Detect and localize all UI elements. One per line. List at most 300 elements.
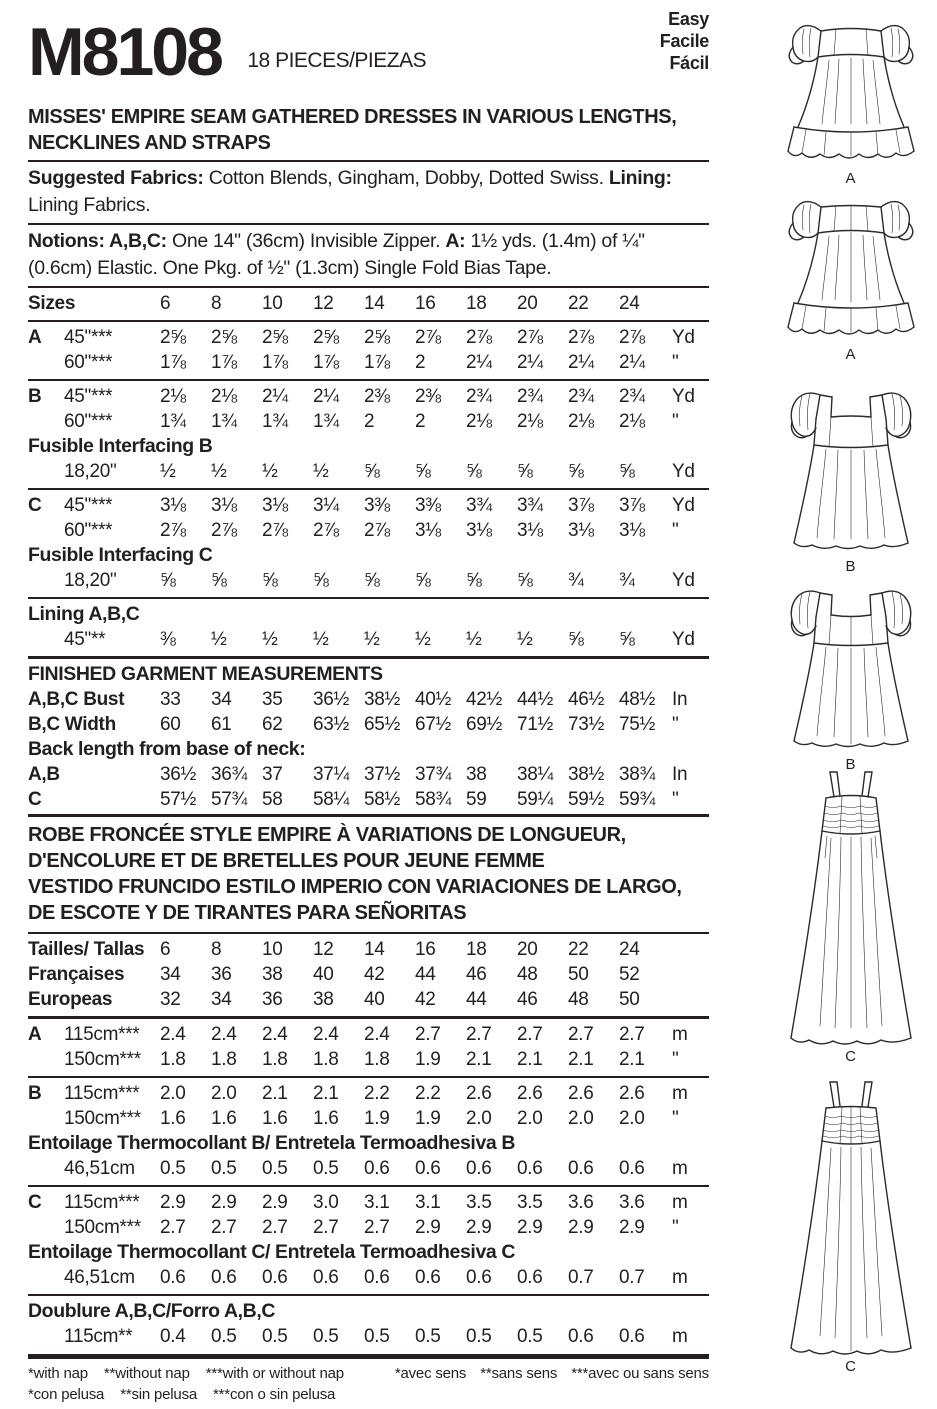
row-label-cell: 3⅛ xyxy=(619,520,645,541)
footnote-item: **without nap xyxy=(103,1365,190,1382)
footnote-item: *avec sens xyxy=(394,1365,467,1382)
row-label-cell: 12 xyxy=(313,939,334,960)
row-label-cell: 0.5 xyxy=(466,1326,492,1347)
row-label-cell: 73½ xyxy=(568,714,605,735)
row-label-cell: ½ xyxy=(466,629,482,650)
row-label-cell: 1⅞ xyxy=(211,352,237,373)
row-label-cell: 0.6 xyxy=(415,1158,441,1179)
row-label-cell: 3⅛ xyxy=(262,495,288,516)
row-label-cell: ⅝ xyxy=(415,461,431,482)
figure-view-b-back xyxy=(767,584,934,774)
row-label-cell: 0.5 xyxy=(415,1326,441,1347)
unit-cell: " xyxy=(672,1108,679,1129)
row-label-cell: 0.5 xyxy=(211,1158,237,1179)
row-label-cell: 3⅜ xyxy=(364,495,390,516)
footnote-item: ***avec ou sans sens xyxy=(571,1365,709,1382)
difficulty-rating xyxy=(660,8,709,74)
row-label-cell: 2⅞ xyxy=(619,327,645,348)
row-label-cell: 1.6 xyxy=(160,1108,186,1129)
row-label-cell: 58½ xyxy=(364,789,401,810)
row-label-cell: 2⅞ xyxy=(211,520,237,541)
table-row xyxy=(28,712,709,737)
row-label-cell: 0.6 xyxy=(466,1158,492,1179)
row-label-cell: 2⅛ xyxy=(517,411,543,432)
row-label-cell: 2⅞ xyxy=(568,327,594,348)
row-label-cell: 10 xyxy=(262,293,283,314)
row-label-cell: 2.4 xyxy=(160,1024,186,1045)
row-label-cell: 0.6 xyxy=(517,1267,543,1288)
row-label-cell: 34 xyxy=(160,964,181,985)
row-label-cell: ⅝ xyxy=(466,570,482,591)
row-label-cell: 36½ xyxy=(313,689,350,710)
value-cell: 150cm*** xyxy=(64,1217,141,1238)
row-label-cell: 0.6 xyxy=(415,1267,441,1288)
table-row xyxy=(28,384,709,409)
table-row xyxy=(28,1106,709,1131)
row-label-cell: ½ xyxy=(415,629,431,650)
row-label-cell: 2.7 xyxy=(517,1024,543,1045)
row-label-cell: 2.7 xyxy=(364,1217,390,1238)
unit-cell: " xyxy=(672,1049,679,1070)
row-label-cell: 2.6 xyxy=(517,1083,543,1104)
row-label-cell: 2.9 xyxy=(466,1217,492,1238)
row-label-cell: 3.5 xyxy=(466,1192,492,1213)
row-label-cell: 2⅛ xyxy=(619,411,645,432)
row-label-cell: 3.5 xyxy=(517,1192,543,1213)
label-bold: Notions: A,B,C: xyxy=(28,230,172,252)
row-label-cell: ½ xyxy=(262,629,278,650)
row-label-cell: 42 xyxy=(364,964,385,985)
figure-label: A xyxy=(845,170,856,187)
row-label-cell: 2¾ xyxy=(517,386,543,407)
row-label-cell: 38½ xyxy=(364,689,401,710)
row-label-cell: 0.6 xyxy=(619,1158,645,1179)
row-label-cell: A xyxy=(28,327,42,348)
row-label-cell: 36 xyxy=(262,989,283,1010)
row-label-cell: 1¾ xyxy=(160,411,186,432)
row-label-cell: ⅝ xyxy=(262,570,278,591)
row-label-cell: 37½ xyxy=(364,764,401,785)
row-label-cell: 2⅝ xyxy=(211,327,237,348)
value-cell: 115cm*** xyxy=(64,1192,140,1213)
section-heading: Entoilage Thermocollant B/ Entretela Termoadhesiva B xyxy=(28,1132,516,1154)
row-label-cell: 1¾ xyxy=(262,411,288,432)
suggested-fabrics xyxy=(28,165,709,219)
row-label-cell: 63½ xyxy=(313,714,350,735)
footnotes-left xyxy=(28,1363,344,1405)
row-label-cell: 34 xyxy=(211,989,232,1010)
value-cell: 18,20" xyxy=(64,461,117,482)
row-label-cell: 3⅛ xyxy=(517,520,543,541)
table-row xyxy=(28,1265,709,1290)
row-label-cell: ¾ xyxy=(619,570,635,591)
garment-title-english: MISSES' EMPIRE SEAM GATHERED DRESSES IN VARIOUS LENGTHS, NECKLINES AND STRAPS xyxy=(28,106,677,154)
row-label-cell: 59 xyxy=(466,789,487,810)
row-label-cell: 1.9 xyxy=(415,1049,441,1070)
row-label-cell: 46 xyxy=(517,989,538,1010)
row-label-cell: ½ xyxy=(364,629,380,650)
row-label-cell: 3.1 xyxy=(364,1192,390,1213)
row-label-cell: ⅝ xyxy=(211,570,227,591)
row-label-cell: B xyxy=(28,386,42,407)
row-label-cell: 2.7 xyxy=(619,1024,645,1045)
section-heading: FINISHED GARMENT MEASUREMENTS xyxy=(28,663,383,685)
row-label-cell: 2⅝ xyxy=(262,327,288,348)
row-label-cell: 2 xyxy=(364,411,375,432)
garment-illustrations xyxy=(767,0,934,1409)
section-heading: Doublure A,B,C/Forro A,B,C xyxy=(28,1300,276,1322)
row-label-cell: 0.6 xyxy=(568,1326,594,1347)
row-label-cell: ⅝ xyxy=(517,461,533,482)
row-label-cell: 2⅜ xyxy=(364,386,390,407)
unit-cell: " xyxy=(672,411,679,432)
table-row xyxy=(28,1190,709,1215)
row-label-cell: B,C Width xyxy=(28,714,116,735)
row-label-cell: 2.1 xyxy=(313,1083,339,1104)
row-label-cell: 2.4 xyxy=(262,1024,288,1045)
row-label-cell: 36½ xyxy=(160,764,197,785)
row-label-cell: 6 xyxy=(160,293,171,314)
row-label-cell: 1.8 xyxy=(160,1049,186,1070)
row-label-cell: 3⅛ xyxy=(415,520,441,541)
row-label-cell: 1.9 xyxy=(415,1108,441,1129)
garment-title-spanish: VESTIDO FRUNCIDO ESTILO IMPERIO CON VARIACIONES DE LARGO, DE ESCOTE Y DE TIRANTES PARA SEÑORITAS xyxy=(28,876,682,924)
row-label-cell: 60 xyxy=(160,714,181,735)
row-label-cell: 1⅞ xyxy=(313,352,339,373)
main-content-column xyxy=(28,0,709,1405)
row-label-cell: 0.5 xyxy=(262,1326,288,1347)
row-label-cell: 62 xyxy=(262,714,283,735)
table-row xyxy=(28,459,709,484)
row-label-cell: 0.7 xyxy=(619,1267,645,1288)
table-row xyxy=(28,1022,709,1047)
row-label-cell: A,B,C Bust xyxy=(28,689,125,710)
yardage-table-imperial xyxy=(28,286,709,812)
row-label-cell: 0.6 xyxy=(160,1267,186,1288)
row-label-cell: 2.6 xyxy=(466,1083,492,1104)
row-label-cell: 38 xyxy=(313,989,334,1010)
row-label-cell: 2.0 xyxy=(466,1108,492,1129)
row-label-cell: 16 xyxy=(415,939,436,960)
row-label-cell: 35 xyxy=(262,689,283,710)
table-row xyxy=(28,350,709,375)
row-label-cell: 57½ xyxy=(160,789,197,810)
row-label-cell: 2⅜ xyxy=(415,386,441,407)
row-label-cell: 38 xyxy=(466,764,487,785)
footnote-item: *con pelusa xyxy=(28,1386,105,1403)
table-row xyxy=(28,762,709,787)
row-label-cell: Françaises xyxy=(28,964,125,985)
label-text: Cotton Blends, Gingham, Dobby, Dotted Swiss. xyxy=(208,167,609,189)
table-row xyxy=(28,937,709,962)
row-label-cell: 2⅛ xyxy=(568,411,594,432)
row-label-cell: 0.6 xyxy=(364,1267,390,1288)
value-cell: 115cm*** xyxy=(64,1083,140,1104)
unit-cell: " xyxy=(672,520,679,541)
row-label-cell: 3.0 xyxy=(313,1192,339,1213)
row-label-cell: 2.4 xyxy=(211,1024,237,1045)
row-label-cell: 2⅞ xyxy=(160,520,186,541)
row-label-cell: 2.4 xyxy=(364,1024,390,1045)
yardage-table-metric xyxy=(28,937,709,1359)
row-label-cell: 2.9 xyxy=(517,1217,543,1238)
garment-title-french: ROBE FRONCÉE STYLE EMPIRE À VARIATIONS DE LONGUEUR, D'ENCOLURE ET DE BRETELLES POUR JEUNE FEMME xyxy=(28,824,626,872)
row-label-cell: 2.9 xyxy=(211,1192,237,1213)
row-label-cell: 2⅞ xyxy=(466,327,492,348)
row-label-cell: 32 xyxy=(160,989,181,1010)
row-label-cell: 38½ xyxy=(568,764,605,785)
row-label-cell: 2⅞ xyxy=(262,520,288,541)
table-row xyxy=(28,568,709,593)
unit-cell: " xyxy=(672,714,679,735)
notions xyxy=(28,228,709,282)
row-label-cell: ⅝ xyxy=(568,629,584,650)
row-label-cell: 1¾ xyxy=(211,411,237,432)
row-label-cell: 36 xyxy=(211,964,232,985)
figure-label: C xyxy=(845,1358,856,1375)
row-label-cell: 0.6 xyxy=(364,1158,390,1179)
row-label-cell: 2⅛ xyxy=(466,411,492,432)
table-divider xyxy=(28,656,709,659)
row-label-cell: 18 xyxy=(466,293,487,314)
row-label-cell: 59¼ xyxy=(517,789,554,810)
row-label-cell: 2⅞ xyxy=(364,520,390,541)
row-label-cell: ½ xyxy=(262,461,278,482)
unit-cell: m xyxy=(672,1192,688,1213)
divider xyxy=(28,160,709,162)
row-label-cell: 1⅞ xyxy=(262,352,288,373)
row-label-cell: 2.7 xyxy=(160,1217,186,1238)
row-label-cell: 2¼ xyxy=(568,352,594,373)
row-label-cell: 1.8 xyxy=(262,1049,288,1070)
row-label-cell: 8 xyxy=(211,939,222,960)
row-label-cell: 37¾ xyxy=(415,764,452,785)
row-label-cell: 0.6 xyxy=(517,1158,543,1179)
table-row xyxy=(28,518,709,543)
difficulty-fr: Facile xyxy=(659,31,709,51)
row-label-cell: 3¾ xyxy=(466,495,492,516)
row-label-cell: 67½ xyxy=(415,714,452,735)
row-label-cell: 50 xyxy=(568,964,589,985)
dress-b-front-illustration xyxy=(771,386,931,556)
row-label-cell: 59¾ xyxy=(619,789,656,810)
difficulty-es: Fácil xyxy=(669,53,709,73)
row-label-cell: 0.6 xyxy=(466,1267,492,1288)
row-label-cell: 0.5 xyxy=(364,1326,390,1347)
row-label-cell: 2.1 xyxy=(466,1049,492,1070)
row-label-cell: 65½ xyxy=(364,714,401,735)
table-row xyxy=(28,687,709,712)
row-label-cell: 48 xyxy=(517,964,538,985)
table-divider xyxy=(28,597,709,599)
dress-c-back-illustration xyxy=(771,1078,931,1356)
section-heading: Fusible Interfacing B xyxy=(28,435,213,457)
row-label-cell: 14 xyxy=(364,939,385,960)
row-label-cell: 22 xyxy=(568,293,589,314)
row-label-cell: 2.9 xyxy=(415,1217,441,1238)
row-label-cell: 20 xyxy=(517,939,538,960)
row-label-cell: 2.9 xyxy=(568,1217,594,1238)
row-label-cell: 0.5 xyxy=(517,1326,543,1347)
row-label-cell: 2.2 xyxy=(364,1083,390,1104)
header xyxy=(28,0,709,98)
figure-label: A xyxy=(845,346,856,363)
row-label-cell: 10 xyxy=(262,939,283,960)
row-label-cell: 0.6 xyxy=(313,1267,339,1288)
row-label-cell: 69½ xyxy=(466,714,503,735)
table-row xyxy=(28,1215,709,1240)
table-row xyxy=(28,962,709,987)
value-cell: 45"** xyxy=(64,629,106,650)
row-label-cell: 3¼ xyxy=(313,495,339,516)
row-label-cell: 61 xyxy=(211,714,232,735)
footnote-item: **sans sens xyxy=(480,1365,558,1382)
row-label-cell: 2¼ xyxy=(466,352,492,373)
row-label-cell: 2⅞ xyxy=(415,327,441,348)
row-label-cell: 2.6 xyxy=(568,1083,594,1104)
row-label-cell: 0.5 xyxy=(313,1326,339,1347)
row-label-cell: Sizes xyxy=(28,293,76,314)
row-label-cell: 3.6 xyxy=(619,1192,645,1213)
value-cell: 18,20" xyxy=(64,570,117,591)
value-cell: 150cm*** xyxy=(64,1049,141,1070)
value-cell: 60"*** xyxy=(64,520,113,541)
row-label-cell: A xyxy=(28,1024,42,1045)
row-label-cell: C xyxy=(28,1192,42,1213)
row-label-cell: A,B xyxy=(28,764,60,785)
row-label-cell: 2.7 xyxy=(262,1217,288,1238)
row-label-cell: 2.0 xyxy=(568,1108,594,1129)
label-text: Lining Fabrics. xyxy=(28,194,151,216)
row-label-cell: 3⅞ xyxy=(568,495,594,516)
row-label-cell: 42½ xyxy=(466,689,503,710)
row-label-cell: 20 xyxy=(517,293,538,314)
figure-view-b-front xyxy=(767,386,934,576)
row-label-cell: 44 xyxy=(466,989,487,1010)
row-label-cell: B xyxy=(28,1083,42,1104)
row-label-cell: 3⅞ xyxy=(619,495,645,516)
row-label-cell: 16 xyxy=(415,293,436,314)
row-label-cell: 0.5 xyxy=(313,1158,339,1179)
row-label-cell: 75½ xyxy=(619,714,656,735)
unit-cell: Yd xyxy=(672,629,695,650)
row-label-cell: 2⅝ xyxy=(364,327,390,348)
row-label-cell: 0.6 xyxy=(211,1267,237,1288)
row-label-cell: 50 xyxy=(619,989,640,1010)
row-label-cell: 2.1 xyxy=(517,1049,543,1070)
row-label-cell: 2¾ xyxy=(619,386,645,407)
row-label-cell: 2.0 xyxy=(619,1108,645,1129)
row-label-cell: 6 xyxy=(160,939,171,960)
value-cell: 60"*** xyxy=(64,352,113,373)
row-label-cell: 46½ xyxy=(568,689,605,710)
row-label-cell: 1⅞ xyxy=(160,352,186,373)
row-label-cell: 36¾ xyxy=(211,764,248,785)
unit-cell: m xyxy=(672,1083,688,1104)
value-cell: 115cm** xyxy=(64,1326,133,1347)
label-text: One 14" (36cm) Invisible Zipper. xyxy=(171,230,446,252)
row-label-cell: 1.9 xyxy=(364,1108,390,1129)
row-label-cell: 38¼ xyxy=(517,764,554,785)
dress-a-back-illustration xyxy=(771,192,931,344)
footnote-french xyxy=(395,1363,709,1384)
row-label-cell: 42 xyxy=(415,989,436,1010)
row-label-cell: ⅝ xyxy=(364,570,380,591)
row-label-cell: 2⅝ xyxy=(160,327,186,348)
row-label-cell: 2.7 xyxy=(313,1217,339,1238)
unit-cell: Yd xyxy=(672,327,695,348)
value-cell: 46,51cm xyxy=(64,1267,135,1288)
table-divider xyxy=(28,379,709,381)
row-label-cell: 2.0 xyxy=(517,1108,543,1129)
row-label-cell: 2⅝ xyxy=(313,327,339,348)
label-text: 1½ yds. (1.4m) of ¼" (0.6cm) Elastic. One Pkg. of ½" (1.3cm) Single Fold Bias Tape. xyxy=(28,230,645,279)
row-label-cell: 52 xyxy=(619,964,640,985)
row-label-cell: 40 xyxy=(313,964,334,985)
section-heading: Back length from base of neck: xyxy=(28,738,306,760)
row-label-cell: Europeas xyxy=(28,989,113,1010)
table-divider xyxy=(28,320,709,322)
footnote-item: ***con o sin pelusa xyxy=(213,1386,336,1403)
row-label-cell: ½ xyxy=(313,629,329,650)
row-label-cell: 2¼ xyxy=(517,352,543,373)
table-divider xyxy=(28,1016,709,1019)
unit-cell: " xyxy=(672,352,679,373)
row-label-cell: 58¾ xyxy=(415,789,452,810)
row-label-cell: Tailles/ Tallas xyxy=(28,939,145,960)
table-row xyxy=(28,1047,709,1072)
row-label-cell: 24 xyxy=(619,939,640,960)
row-label-cell: 2⅛ xyxy=(160,386,186,407)
row-label-cell: 3⅜ xyxy=(415,495,441,516)
row-label-cell: 2.9 xyxy=(619,1217,645,1238)
footnote-item: *with nap xyxy=(28,1365,88,1382)
row-label-cell: C xyxy=(28,789,42,810)
footnote-spanish xyxy=(28,1384,344,1405)
footnote-item: **sin pelusa xyxy=(120,1386,198,1403)
unit-cell: Yd xyxy=(672,495,695,516)
row-label-cell: 57¾ xyxy=(211,789,248,810)
row-label-cell: 2¾ xyxy=(466,386,492,407)
dress-a-front-illustration xyxy=(771,16,931,168)
table-row xyxy=(28,1081,709,1106)
row-label-cell: 1.8 xyxy=(364,1049,390,1070)
unit-cell: m xyxy=(672,1158,688,1179)
row-label-cell: 37¼ xyxy=(313,764,350,785)
table-divider xyxy=(28,1294,709,1296)
row-label-cell: 2.1 xyxy=(619,1049,645,1070)
row-label-cell: 59½ xyxy=(568,789,605,810)
table-row xyxy=(28,987,709,1012)
row-label-cell: ½ xyxy=(517,629,533,650)
row-label-cell: 44 xyxy=(415,964,436,985)
row-label-cell: 3⅛ xyxy=(160,495,186,516)
table-row xyxy=(28,291,709,316)
row-label-cell: 0.5 xyxy=(160,1158,186,1179)
row-label-cell: 2⅛ xyxy=(211,386,237,407)
table-row xyxy=(28,787,709,812)
row-label-cell: 58¼ xyxy=(313,789,350,810)
section-heading: Fusible Interfacing C xyxy=(28,544,213,566)
difficulty-en: Easy xyxy=(668,9,709,29)
row-label-cell: ⅝ xyxy=(619,629,635,650)
label-bold: Lining: xyxy=(608,167,672,189)
value-cell: 115cm*** xyxy=(64,1024,140,1045)
row-label-cell: 1.6 xyxy=(313,1108,339,1129)
label-bold: A: xyxy=(445,230,471,252)
value-cell: 150cm*** xyxy=(64,1108,141,1129)
section-heading: Lining A,B,C xyxy=(28,603,140,625)
